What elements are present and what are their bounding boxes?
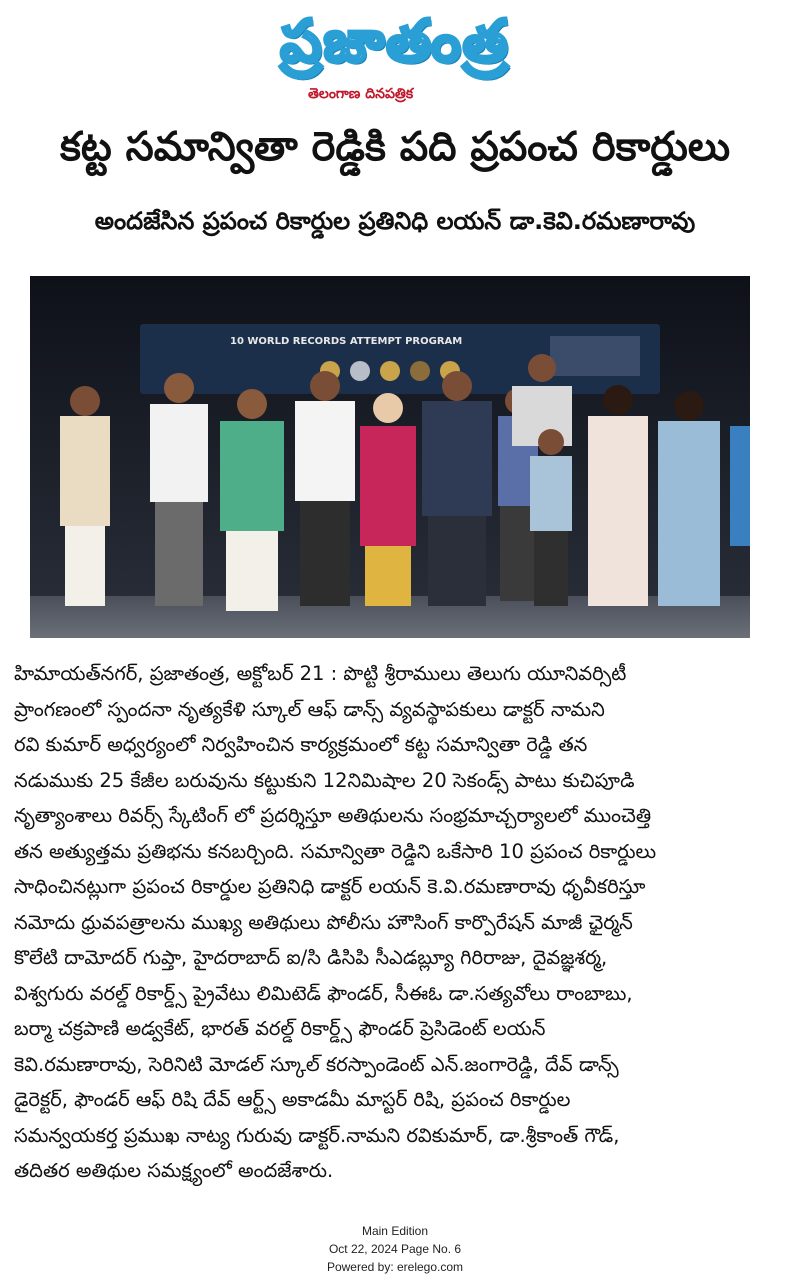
article-body-line: బర్మా చక్రపాణి అడ్వకేట్, భారత్ వరల్డ్ రికార్డ్స్ ఫౌండర్ ప్రెసిడెంట్ లయన్ [14, 1017, 546, 1040]
article-body-line: డైరెక్టర్, ఫౌండర్ ఆఫ్ రిషి దేవ్ ఆర్ట్స్ అకాడమీ మాస్టర్ రిషి, ప్రపంచ రికార్డుల [14, 1088, 571, 1111]
article-body-line: సాధించినట్లుగా ప్రపంచ రికార్డుల ప్రతినిధి డాక్టర్ లయన్ కె.వి.రమణారావు ధృవీకరిస్తూ [14, 875, 646, 898]
page-footer [0, 1222, 790, 1276]
banner-text: 10 WORLD RECORDS ATTEMPT PROGRAM [230, 336, 463, 347]
edition-label: Main Edition [361, 1224, 429, 1238]
article-body-line: నమోదు ధ్రువపత్రాలను ముఖ్య అతిథులు పోలీసు హౌసింగ్ కార్పొరేషన్ మాజీ ఛైర్మన్ [14, 910, 633, 934]
article-body-line: తన అత్యుత్తమ ప్రతిభను కనబర్చింది. సమాన్వితా రెడ్డిని ఒకేసారి 10 ప్రపంచ రికార్డులు [14, 839, 657, 863]
date-page-label: Oct 22, 2024 Page No. 6 [328, 1242, 462, 1256]
article-body-line: సమన్వయకర్త ప్రముఖ నాట్య గురువు డాక్టర్.నామని రవికుమార్, డా.శ్రీకాంత్ గౌడ్, [14, 1123, 620, 1147]
article-headline: కట్ట సమాన్వితా రెడ్డికి పది ప్రపంచ రికార్డులు [59, 124, 731, 170]
event-photo [30, 276, 750, 638]
article-body-line: కొలేటి దామోదర్ గుప్తా, హైదరాబాద్ ఐ/సి డిసిపి సీఎడబ్ల్యూ గిరిరాజు, దైవజ్ఞశర్మ, [14, 946, 608, 969]
article-body [14, 656, 776, 1189]
masthead [0, 6, 790, 76]
newspaper-logo: ప్రజాతంత్ర [280, 7, 510, 75]
newspaper-tagline: తెలంగాణ దినపత్రిక [308, 86, 414, 102]
article-subheadline: అందజేసిన ప్రపంచ రికార్డుల ప్రతినిధి లయన్ డా.కెవి.రమణారావు [94, 207, 696, 235]
article-body-line: విశ్వగురు వరల్డ్ రికార్డ్స్ ప్రైవేటు లిమిటెడ్ ఫౌండర్, సీఈఓ డా.సత్యవోలు రాంబాబు, [14, 981, 633, 1005]
article-body-line: ప్రాంగణంలో స్పందనా నృత్యకేళి స్కూల్ ఆఫ్ డాన్స్ వ్యవస్థాపకులు డాక్టర్ నామని [14, 697, 605, 721]
article-body-line: నృత్యాంశాలు రివర్స్ స్కేటింగ్ లో ప్రదర్శిస్తూ అతిథులను సంభ్రమాచ్చర్యాలలో ముంచెత్తి [14, 804, 652, 827]
article-body-line: కెవి.రమణారావు, సెరినిటి మోడల్ స్కూల్ కరస్పాండెంట్ ఎన్.జంగారెడ్డి, దేవ్ డాన్స్ [14, 1052, 619, 1076]
article-body-line: రవి కుమార్ అధ్వర్యంలో నిర్వహించిన కార్యక్రమంలో కట్ట సమాన్వితా రెడ్డి తన [14, 733, 588, 756]
article-body-line: నడుముకు 25 కేజీల బరువును కట్టుకుని 12నిమిషాల 20 సెకండ్స్ పాటు కుచిపూడి [14, 768, 635, 792]
article-body-line: హిమాయత్‌నగర్, ప్రజాతంత్ర, అక్టోబర్ 21 : పొట్టి శ్రీరాములు తెలుగు యూనివర్సిటీ [14, 662, 627, 685]
powered-by-link[interactable]: Powered by: erelego.com [326, 1260, 464, 1274]
event-photo-illustration [30, 276, 750, 638]
article-body-line: తదితర అతిథుల సమక్ష్యంలో అందజేశారు. [14, 1159, 334, 1182]
